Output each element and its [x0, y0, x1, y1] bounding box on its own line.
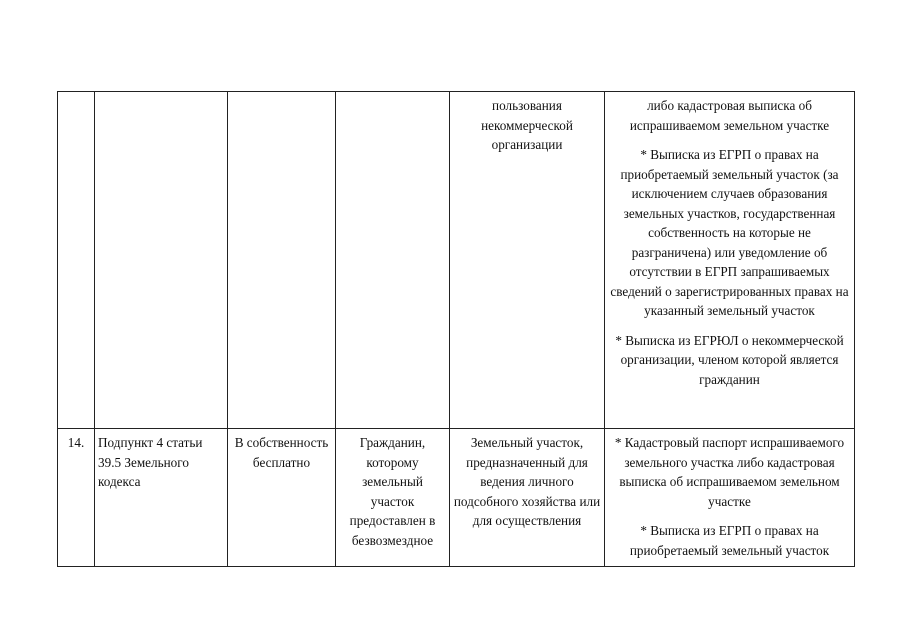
row-number: 14.: [67, 435, 85, 450]
document-paragraph: * Выписка из ЕГРП о правах на приобретаемый земельный участок (за исключением случаев образования земельных участков, государственная собственность на которые не разграничена) или уведомление об отсутствии в ЕГРП запрашиваемых сведений о зарегистрированных правах на указанный земельный участок: [610, 147, 849, 318]
land-documents-table: [57, 91, 855, 567]
cell-documents: [605, 92, 855, 429]
cell-applicant: [336, 92, 450, 429]
document-paragraph: * Выписка из ЕГРП о правах на приобретаемый земельный участок: [629, 523, 830, 558]
basis-text: Подпункт 4 статьи 39.5 Земельного кодекса: [98, 435, 203, 489]
cell-right-type: [228, 429, 336, 567]
cell-basis: [95, 429, 228, 567]
applicant-text: Гражданин, которому земельный участок предоставлен в безвозмездное: [349, 435, 436, 548]
cell-plot: [450, 92, 605, 429]
cell-right-type: [228, 92, 336, 429]
plot-text: Земельный участок, предназначенный для ведения личного подсобного хозяйства или для осуществления: [453, 435, 601, 528]
document-paragraph: либо кадастровая выписка об испрашиваемом земельном участке: [629, 98, 830, 133]
cell-basis: [95, 92, 228, 429]
plot-text: пользования некоммерческой организации: [481, 98, 573, 152]
document-paragraph: * Кадастровый паспорт испрашиваемого земельного участка либо кадастровая выписка об испрашиваемом земельном участке: [614, 435, 845, 509]
table-row-14: [58, 429, 855, 567]
cell-plot: [450, 429, 605, 567]
cell-number: [58, 92, 95, 429]
cell-documents: [605, 429, 855, 567]
cell-applicant: [336, 429, 450, 567]
table-row-continuation: [58, 92, 855, 429]
cell-number: [58, 429, 95, 567]
document-paragraph: * Выписка из ЕГРЮЛ о некоммерческой организации, членом которой является гражданин: [615, 332, 844, 387]
right-type-text: В собственность бесплатно: [234, 435, 329, 470]
